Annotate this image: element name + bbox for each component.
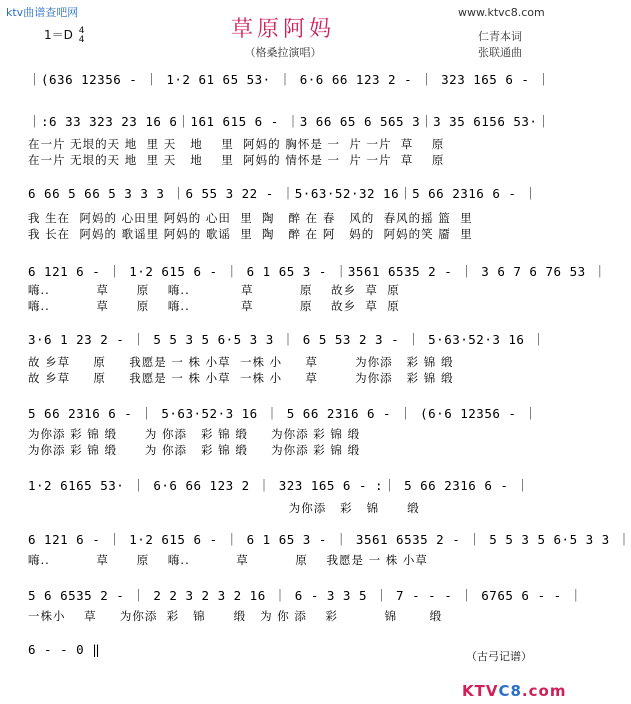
site-logo	[462, 682, 566, 700]
site-url: www.ktvc8.com	[458, 6, 545, 19]
key-text: 1＝D	[44, 28, 73, 42]
lyric-line-2: 嗨.. 草 原 嗨.. 草 原 故乡 草 原	[28, 299, 400, 313]
watermark-top: ktv曲谱查吧网	[6, 6, 79, 19]
logo-part-b: C8	[498, 682, 522, 700]
logo-part-a: KTV	[462, 682, 499, 700]
notation-line: 3·6 1 23 2 - ｜ 5 5 3 5 6·5 3 3 ｜ 6 5 53 2 3 - ｜ 5·63·52·3 16 ｜	[28, 332, 546, 347]
lyric-line-1: 嗨.. 草 原 嗨.. 草 原 我愿是 一 株 小草	[28, 553, 428, 567]
lyricist: 仁青本词	[478, 30, 522, 43]
lyric-line-1: 一株小 草 为你添 彩 锦 缎 为 你 添 彩 锦 缎	[28, 609, 443, 623]
lyric-line-2: 在一片 无垠的天 地 里 天 地 里 阿妈的 情怀是 一 片 一片 草 原	[28, 153, 445, 167]
lyric-line-1: 我 生在 阿妈的 心田里 阿妈的 心田 里 陶 醉 在 春 风的 春风的摇 篮 里	[28, 211, 473, 225]
lyric-line-1: 故 乡草 原 我愿是 一 株 小草 一株 小 草 为你添 彩 锦 缎	[28, 355, 454, 369]
notation-line: 6 121 6 - ｜ 1·2 615 6 - ｜ 6 1 65 3 - ｜3561 6535 2 - ｜ 3 6 7 6 76 53 ｜	[28, 264, 607, 279]
lyric-line-2: 我 长在 阿妈的 歌谣里 阿妈的 歌谣 里 陶 醉 在 阿 妈的 阿妈的笑 靥 里	[28, 227, 473, 241]
time-bottom: 4	[78, 34, 85, 45]
notation-line: 6 66 5 66 5 3 3 3 ｜6 55 3 22 - ｜5·63·52·32 16｜5 66 2316 6 - ｜	[28, 186, 538, 201]
page-title: 草原阿妈	[230, 17, 335, 42]
lyric-line-1: 为你添 彩 锦 缎	[28, 501, 420, 515]
subtitle: （格桑拉演唱）	[244, 46, 322, 59]
lyric-line-1: 嗨.. 草 原 嗨.. 草 原 故乡 草 原	[28, 283, 400, 297]
notation-line: 6 - - 0 ‖	[28, 642, 101, 657]
lyric-line-2: 为你添 彩 锦 缎 为 你添 彩 锦 缎 为你添 彩 锦 缎	[28, 443, 361, 457]
notation-line: ｜(636 12356 - ｜ 1·2 61 65 53· ｜ 6·6 66 123 2 - ｜ 323 165 6 - ｜	[28, 72, 551, 87]
notation-line: 5 6 6535 2 - ｜ 2 2 3 2 3 2 16 ｜ 6 - 3 3 5 ｜ 7 - - - ｜ 6765 6 - - ｜	[28, 588, 583, 603]
notation-line: 5 66 2316 6 - ｜ 5·63·52·3 16 ｜ 5 66 2316 6 - ｜ (6·6 12356 - ｜	[28, 406, 538, 421]
time-signature	[79, 27, 85, 45]
lyric-line-1: 在一片 无垠的天 地 里 天 地 里 阿妈的 胸怀是 一 片 一片 草 原	[28, 137, 445, 151]
logo-part-c: .com	[521, 682, 567, 700]
lyric-line-2: 故 乡草 原 我愿是 一 株 小草 一株 小 草 为你添 彩 锦 缎	[28, 371, 454, 385]
transcriber-note: （古弓记谱）	[466, 650, 532, 663]
notation-line: 1·2 6165 53· ｜ 6·6 66 123 2 ｜ 323 165 6 - :｜ 5 66 2316 6 - ｜	[28, 478, 530, 493]
key-signature	[44, 26, 84, 45]
composer: 张联通曲	[478, 46, 522, 59]
lyric-line-1: 为你添 彩 锦 缎 为 你添 彩 锦 缎 为你添 彩 锦 缎	[28, 427, 361, 441]
time-top: 4	[78, 25, 85, 36]
notation-line: 6 121 6 - ｜ 1·2 615 6 - ｜ 6 1 65 3 - ｜ 3561 6535 2 - ｜ 5 5 3 5 6·5 3 3 ｜	[28, 532, 631, 547]
notation-line: ｜:6 33 323 23 16 6｜161 615 6 - ｜3 66 65 6 565 3｜3 35 6156 53·｜	[28, 114, 551, 129]
